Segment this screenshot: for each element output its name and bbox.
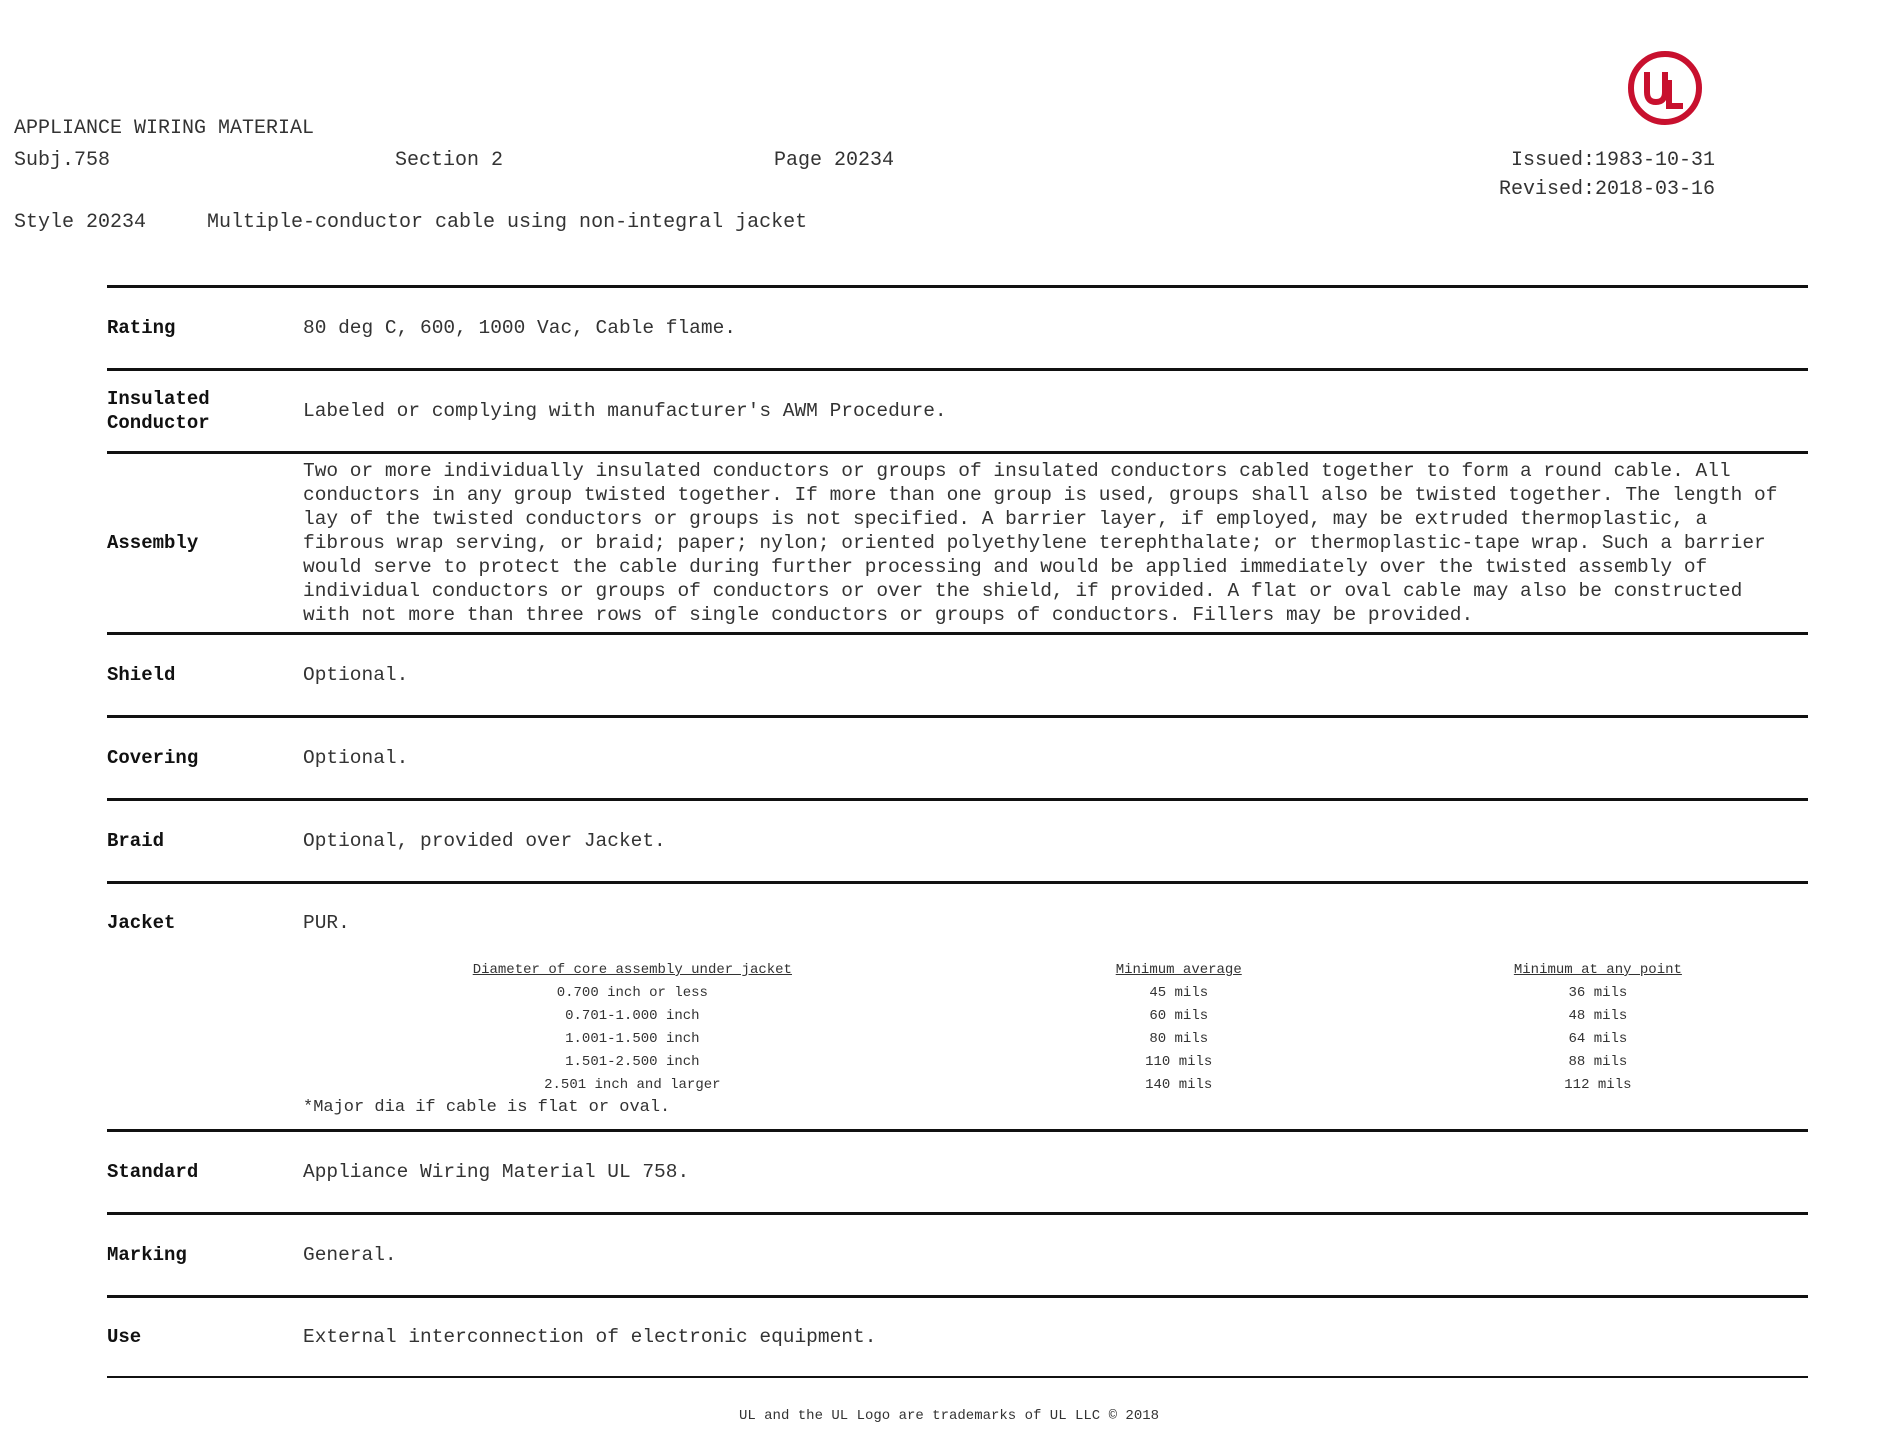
use-value: External interconnection of electronic equipment. [303, 1326, 877, 1348]
diameter-cell: 0.701-1.000 inch [565, 1008, 700, 1024]
jacket-label: Jacket [107, 912, 176, 934]
trademark-footer: UL and the UL Logo are trademarks of UL LLC © 2018 [738, 1408, 1160, 1424]
jacket-value-block [303, 911, 1808, 1119]
insulated-conductor-label-line2: Conductor [107, 412, 210, 434]
table-row [303, 982, 1800, 1005]
covering-value: Optional. [303, 747, 409, 769]
min-average-cell: 140 mils [1145, 1077, 1213, 1093]
diameter-cell: 2.501 inch and larger [544, 1077, 721, 1093]
rating-label: Rating [107, 317, 176, 339]
shield-label: Shield [107, 664, 176, 686]
jacket-thickness-table [303, 959, 1800, 1097]
min-any-point-cell: 48 mils [1568, 1008, 1628, 1024]
specification-table [107, 285, 1808, 1378]
jacket-row [107, 881, 1808, 1129]
standard-label: Standard [107, 1161, 199, 1183]
issued-date: Issued:1983-10-31 [1510, 149, 1715, 172]
marking-row [107, 1212, 1808, 1295]
rating-value: 80 deg C, 600, 1000 Vac, Cable flame. [303, 317, 736, 339]
rating-row [107, 285, 1808, 368]
min-any-point-cell: 88 mils [1568, 1054, 1628, 1070]
assembly-row [107, 451, 1808, 632]
min-any-point-cell: 112 mils [1564, 1077, 1632, 1093]
diameter-cell: 1.501-2.500 inch [565, 1054, 700, 1070]
shield-row [107, 632, 1808, 715]
section-number: Section 2 [395, 149, 504, 172]
braid-label: Braid [107, 830, 165, 852]
min-average-cell: 45 mils [1149, 985, 1209, 1001]
min-any-point-cell: 36 mils [1568, 985, 1628, 1001]
min-average-cell: 110 mils [1145, 1054, 1213, 1070]
jacket-table-header-min-any-point: Minimum at any point [1513, 962, 1682, 978]
diameter-cell: 1.001-1.500 inch [565, 1031, 700, 1047]
jacket-value: PUR. [303, 912, 350, 934]
standard-value: Appliance Wiring Material UL 758. [303, 1161, 690, 1183]
revised-date: Revised:2018-03-16 [1498, 178, 1715, 201]
use-row [107, 1295, 1808, 1378]
ul-logo-icon [1627, 50, 1703, 126]
insulated-conductor-label-line1: Insulated [107, 388, 210, 410]
jacket-table-header-min-average: Minimum average [1115, 962, 1242, 978]
shield-value: Optional. [303, 664, 409, 686]
braid-row [107, 798, 1808, 881]
style-description: Multiple-conductor cable using non-integral jacket [207, 211, 808, 234]
table-row [303, 1074, 1800, 1097]
jacket-table-header-row [303, 959, 1800, 982]
covering-label: Covering [107, 747, 199, 769]
diameter-cell: 0.700 inch or less [556, 985, 708, 1001]
jacket-note: *Major dia if cable is flat or oval. [303, 1098, 671, 1117]
table-row [303, 1005, 1800, 1028]
min-any-point-cell: 64 mils [1568, 1031, 1628, 1047]
marking-value: General. [303, 1244, 397, 1266]
standard-row [107, 1129, 1808, 1212]
covering-row [107, 715, 1808, 798]
assembly-value: Two or more individually insulated conductors or groups of insulated conductors cabled together to form a round cable. All conductors in any group twisted together. If more than one group is used, groups shall also be twisted together. The length of lay of the twisted conductors or groups is not specified. A barrier layer, if employed, may be extruded thermoplastic, a fibrous wrap serving, or braid; paper; nylon; oriented polyethylene terephthalate; or thermoplastic-tape wrap. Such a barrier would serve to protect the cable during further processing and would be applied immediately over the twisted assembly of individual conductors or groups of conductors or over the shield, if provided. A flat or oval cable may also be constructed with not more than three rows of single conductors or groups of conductors. Fillers may be provided. [303, 460, 1778, 626]
min-average-cell: 60 mils [1149, 1008, 1209, 1024]
insulated-conductor-row [107, 368, 1808, 451]
braid-value: Optional, provided over Jacket. [303, 830, 666, 852]
table-row [303, 1051, 1800, 1074]
document-category: APPLIANCE WIRING MATERIAL [14, 117, 315, 140]
use-label: Use [107, 1326, 142, 1348]
insulated-conductor-value: Labeled or complying with manufacturer's AWM Procedure. [303, 400, 947, 422]
min-average-cell: 80 mils [1149, 1031, 1209, 1047]
assembly-label: Assembly [107, 532, 199, 554]
jacket-table-header-diameter: Diameter of core assembly under jacket [472, 962, 792, 978]
style-number: Style 20234 [14, 211, 147, 234]
marking-label: Marking [107, 1244, 187, 1266]
page-number: Page 20234 [774, 149, 895, 172]
subject-number: Subj.758 [14, 149, 111, 172]
table-row [303, 1028, 1800, 1051]
insulated-conductor-label [107, 387, 303, 435]
